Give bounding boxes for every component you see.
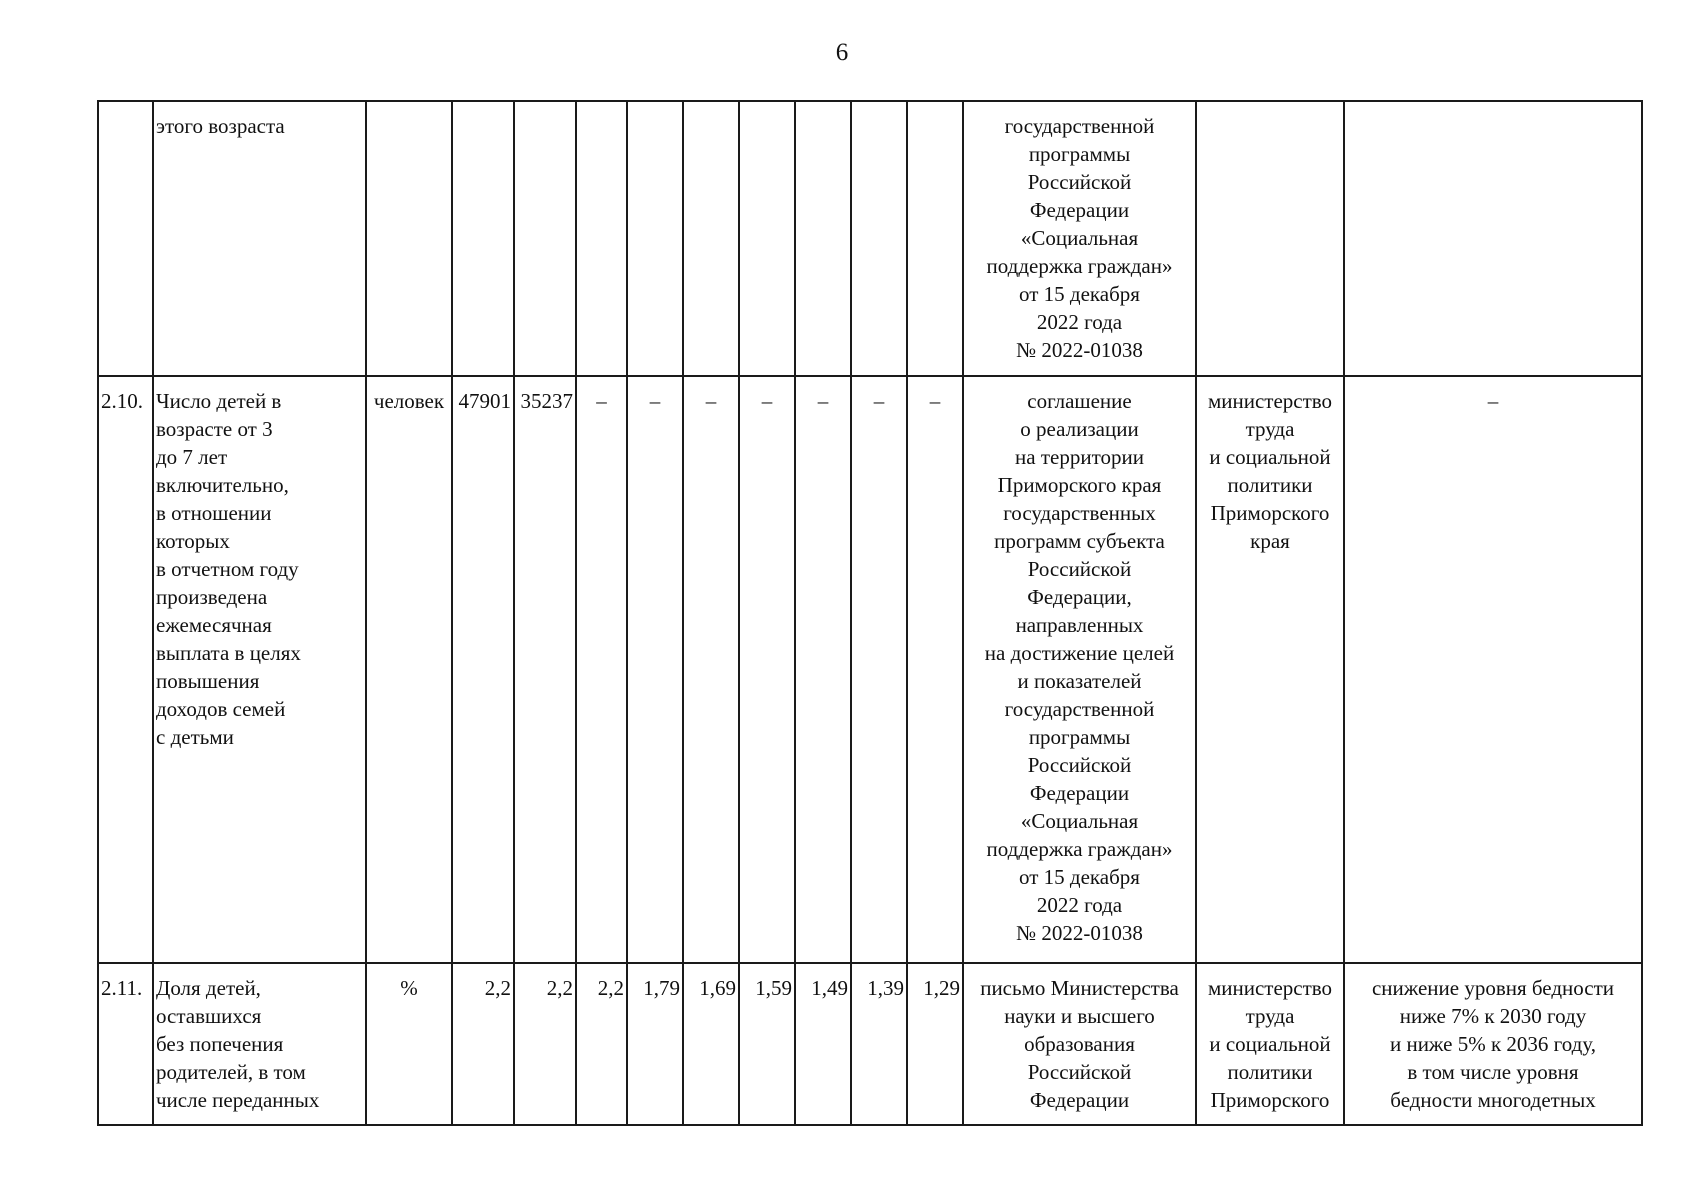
value-cell: 1,29	[907, 963, 963, 1125]
value-cell	[851, 101, 907, 376]
value-cell: –	[907, 376, 963, 963]
value-cell	[907, 101, 963, 376]
responsible-body: министерство труда и социальной политики Приморского	[1196, 963, 1344, 1125]
basis-document: государственной программы Российской Федерации «Социальная поддержка граждан» от 15 декабря 2022 года № 2022-01038	[963, 101, 1196, 376]
basis-document: письмо Министерства науки и высшего образования Российской Федерации	[963, 963, 1196, 1125]
table-row	[98, 101, 1642, 376]
value-cell: –	[795, 376, 851, 963]
responsible-body	[1196, 101, 1344, 376]
value-cell	[452, 101, 514, 376]
unit-cell	[366, 101, 452, 376]
unit-cell: человек	[366, 376, 452, 963]
value-cell: 35237	[514, 376, 576, 963]
value-cell: 1,39	[851, 963, 907, 1125]
row-number	[98, 101, 153, 376]
value-cell: –	[576, 376, 627, 963]
goal-link: –	[1344, 376, 1642, 963]
value-cell: –	[627, 376, 683, 963]
value-cell: –	[739, 376, 795, 963]
unit-cell: %	[366, 963, 452, 1125]
value-cell: 2,2	[576, 963, 627, 1125]
row-number: 2.10.	[98, 376, 153, 963]
value-cell: 1,79	[627, 963, 683, 1125]
indicator-name: Доля детей, оставшихся без попечения родителей, в том числе переданных	[153, 963, 366, 1125]
value-cell: 47901	[452, 376, 514, 963]
indicator-name: Число детей в возрасте от 3 до 7 лет включительно, в отношении которых в отчетном году произведена ежемесячная выплата в целях повышения доходов семей с детьми	[153, 376, 366, 963]
value-cell: –	[683, 376, 739, 963]
value-cell: 2,2	[452, 963, 514, 1125]
indicator-name: этого возраста	[153, 101, 366, 376]
value-cell: 2,2	[514, 963, 576, 1125]
responsible-body: министерство труда и социальной политики Приморского края	[1196, 376, 1344, 963]
goal-link	[1344, 101, 1642, 376]
row-number: 2.11.	[98, 963, 153, 1125]
value-cell	[576, 101, 627, 376]
indicators-table	[97, 100, 1643, 1126]
value-cell	[514, 101, 576, 376]
page-number: 6	[835, 39, 849, 66]
value-cell	[739, 101, 795, 376]
table-row	[98, 963, 1642, 1125]
value-cell	[795, 101, 851, 376]
value-cell	[683, 101, 739, 376]
goal-link: снижение уровня бедности ниже 7% к 2030 году и ниже 5% к 2036 году, в том числе уровня бедности многодетных	[1344, 963, 1642, 1125]
value-cell: 1,69	[683, 963, 739, 1125]
value-cell	[627, 101, 683, 376]
value-cell: –	[851, 376, 907, 963]
basis-document: соглашение о реализации на территории Приморского края государственных программ субъекта Российской Федерации, направленных на достижение целей и показателей государственной программы Российской Федерации «Социальная поддержка граждан» от 15 декабря 2022 года № 2022-01038	[963, 376, 1196, 963]
table-row	[98, 376, 1642, 963]
value-cell: 1,59	[739, 963, 795, 1125]
value-cell: 1,49	[795, 963, 851, 1125]
